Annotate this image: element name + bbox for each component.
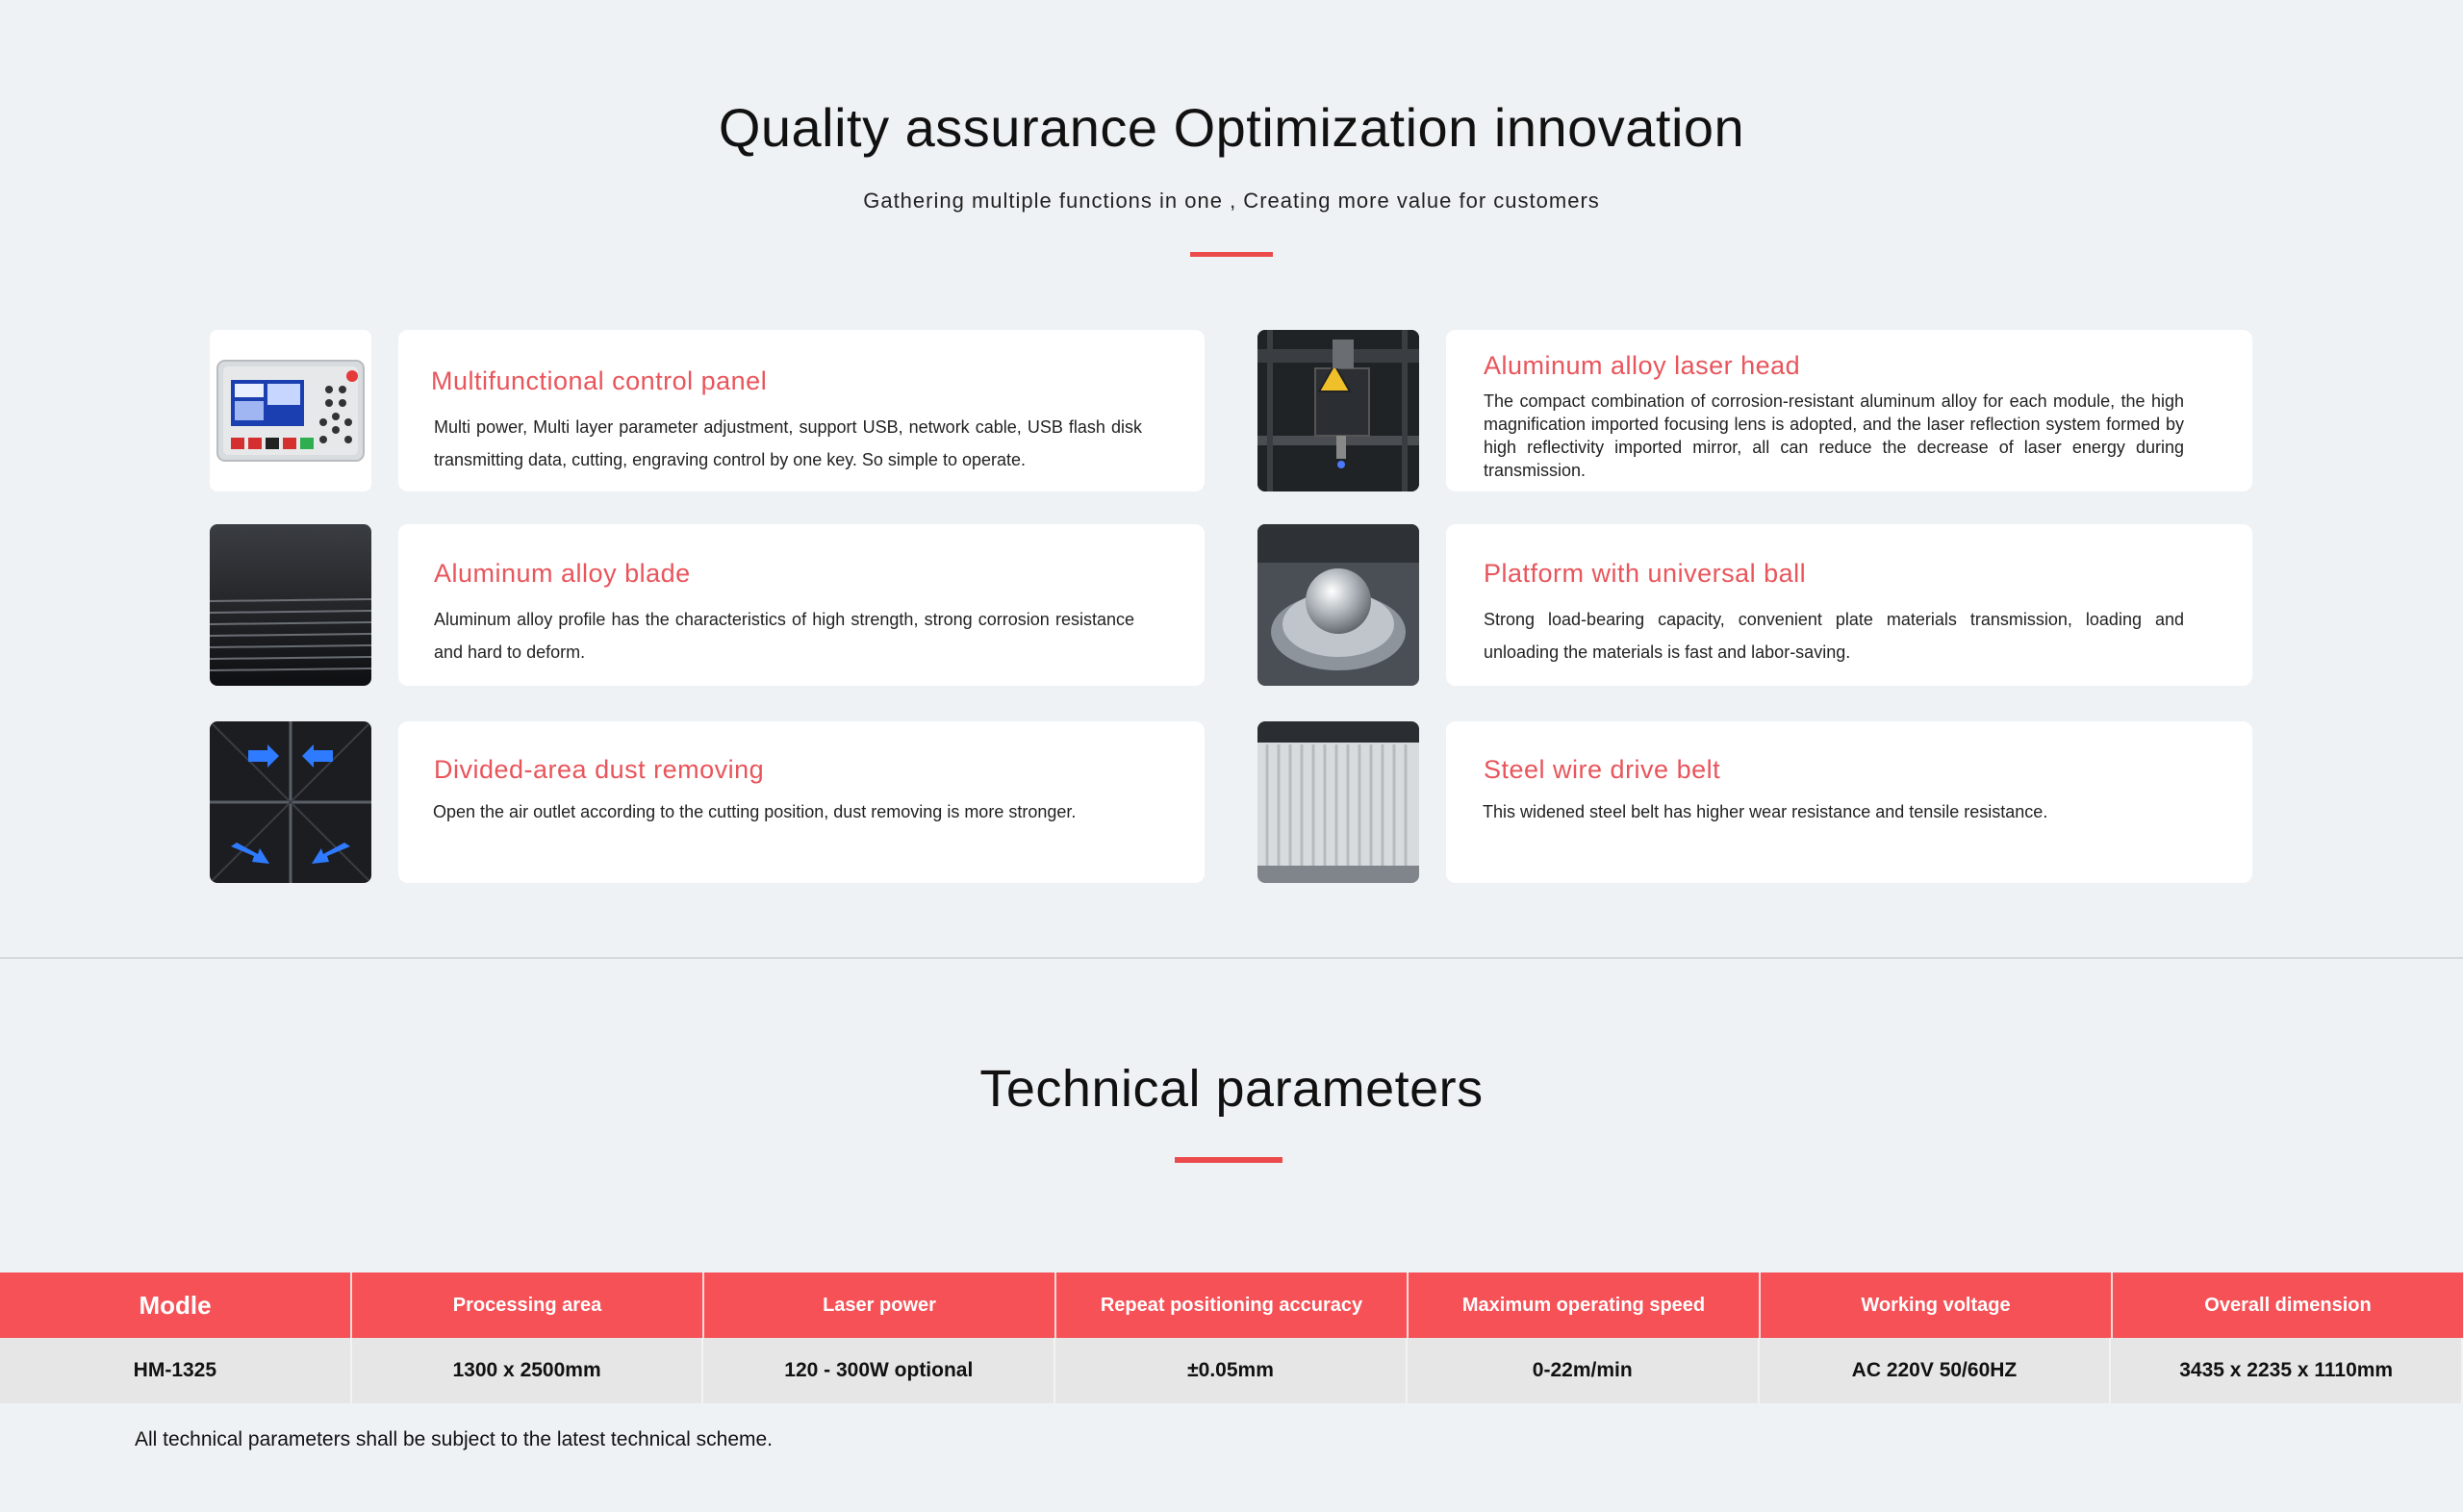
feature-card-universal-ball [1446,524,2252,686]
drive-belt-image [1257,721,1419,883]
cell-operating-speed: 0-22m/min [1408,1338,1760,1403]
feature-title: Divided-area dust removing [434,755,765,784]
quality-accent-bar [1190,252,1273,257]
quality-title: Quality assurance Optimization innovation [718,97,1745,158]
header-cell-processing-area: Processing area [352,1273,704,1338]
parameters-note: All technical parameters shall be subject to the latest technical scheme. [135,1428,774,1450]
header-cell-model: Modle [0,1273,352,1338]
feature-text: The compact combination of corrosion-resistant aluminum alloy for each module, the high magnification imported focusing lens is adopted, and the laser reflection system formed by high reflectivity imported mirror, all can reduce the decrease of laser energy during transmission. [1484,391,2184,480]
technical-title: Technical parameters [979,1060,1484,1118]
control-panel-image [210,330,371,491]
technical-accent-bar [1175,1157,1282,1163]
table-row [0,1338,2463,1403]
parameters-table [0,1273,2463,1403]
quality-subtitle: Gathering multiple functions in one , Creating more value for customers [863,189,1600,213]
dust-removing-image [210,721,371,883]
laser-head-image [1257,330,1419,491]
feature-card-drive-belt [1446,721,2252,883]
feature-title: Steel wire drive belt [1484,755,1721,784]
feature-card-blade [398,524,1205,686]
feature-text: Strong load-bearing capacity, convenient plate materials transmission, loading and unloading the materials is fast and labor-saving. [1484,610,2184,662]
cell-working-voltage: AC 220V 50/60HZ [1760,1338,2112,1403]
feature-title: Multifunctional control panel [431,366,768,395]
feature-card-control-panel [398,330,1205,491]
blade-image [210,524,371,686]
feature-text: Multi power, Multi layer parameter adjustment, support USB, network cable, USB flash disk transmitting data, cutting, engraving control by one key. So simple to operate. [434,417,1142,469]
feature-text: Aluminum alloy profile has the characteristics of high strength, strong corrosion resistance and hard to deform. [434,610,1134,662]
feature-text: Open the air outlet according to the cutting position, dust removing is more stronger. [433,802,1077,821]
header-cell-working-voltage: Working voltage [1761,1273,2113,1338]
header-cell-positioning-accuracy: Repeat positioning accuracy [1056,1273,1409,1338]
header-cell-operating-speed: Maximum operating speed [1409,1273,1761,1338]
header-cell-laser-power: Laser power [704,1273,1056,1338]
cell-positioning-accuracy: ±0.05mm [1055,1338,1408,1403]
cell-processing-area: 1300 x 2500mm [352,1338,704,1403]
feature-text: This widened steel belt has higher wear resistance and tensile resistance. [1483,802,2048,821]
header-cell-overall-dimension: Overall dimension [2204,1294,2372,1316]
universal-ball-image [1257,524,1419,686]
feature-title: Platform with universal ball [1484,559,1807,588]
cell-model: HM-1325 [0,1338,352,1403]
feature-card-dust-removing [398,721,1205,883]
feature-title: Aluminum alloy blade [434,559,691,588]
feature-card-laser-head [1446,330,2252,491]
cell-laser-power: 120 - 300W optional [703,1338,1055,1403]
feature-title: Aluminum alloy laser head [1484,351,1801,380]
cell-overall-dimension: 3435 x 2235 x 1110mm [2111,1338,2463,1403]
table-header-row [0,1273,2463,1338]
